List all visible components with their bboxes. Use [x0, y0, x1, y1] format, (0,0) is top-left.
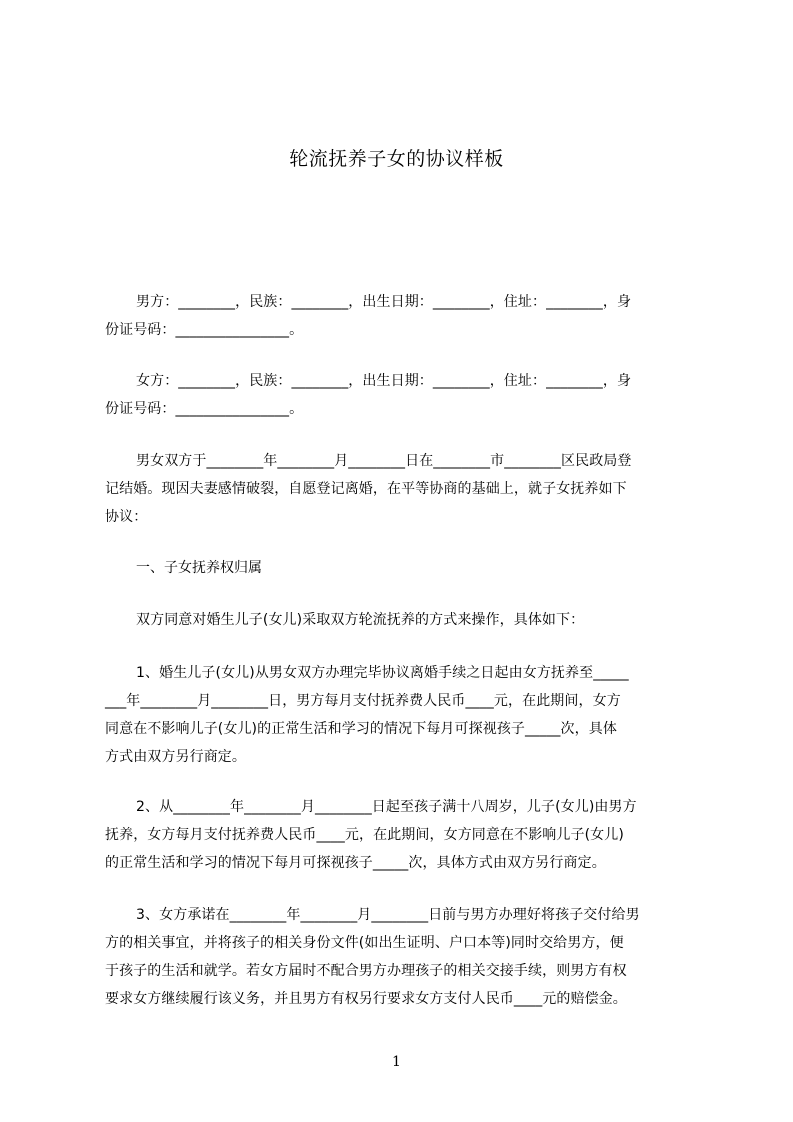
clause-3-paragraph [105, 901, 701, 1013]
text-line: 3、女方承诺在________年________月________日前与男方办理好将孩子交付给男 [136, 907, 640, 923]
text-line: 记结婚。现因夫妻感情破裂，自愿登记离婚，在平等协商的基础上，就子女抚养如下 [105, 481, 627, 497]
marriage-intro-paragraph [105, 447, 701, 531]
text-line: 1、婚生儿子(女儿)从男女双方办理完毕协议离婚手续之日起由女方抚养至_____ [136, 665, 629, 681]
text-line: 份证号码：________________。 [105, 401, 304, 417]
section-heading-custody: 一、子女抚养权归属 [136, 560, 262, 576]
clause-1-paragraph [105, 659, 701, 771]
custody-statement [105, 606, 701, 634]
text-line: 份证号码：________________。 [105, 322, 304, 338]
text-line: 要求女方继续履行该义务，并且男方有权另行要求女方支付人民币____元的赔偿金。 [105, 991, 627, 1007]
text-line: 协议： [105, 509, 148, 525]
text-line: 双方同意对婚生儿子(女儿)采取双方轮流抚养的方式来操作，具体如下： [136, 612, 585, 628]
text-line: 男方：________，民族：________，出生日期：________，住址：________，身 [136, 294, 632, 310]
text-line: 方式由双方另行商定。 [105, 749, 246, 765]
text-line: 女方：________，民族：________，出生日期：________，住址：________，身 [136, 373, 632, 389]
text-line: 抚养，女方每月支付抚养费人民币____元，在此期间，女方同意在不影响儿子(女儿) [105, 827, 624, 843]
text-line: 于孩子的生活和就学。若女方届时不配合男方办理孩子的相关交接手续，则男方有权 [105, 963, 627, 979]
document-title: 轮流抚养子女的协议样板 [289, 148, 504, 170]
text-line: 的正常生活和学习的情况下每月可探视孩子_____次，具体方式由双方另行商定。 [105, 855, 606, 871]
wife-info-paragraph [105, 367, 701, 423]
text-line: 男女双方于________年________月________日在________市________区民政局登 [136, 453, 632, 469]
text-line: ___年________月________日，男方每月支付抚养费人民币____元，在此期间，女方 [105, 693, 621, 709]
text-line: 2、从________年________月________日起至孩子满十八周岁，儿子(女儿)由男方 [136, 799, 637, 815]
husband-info-paragraph [105, 288, 701, 344]
page-number: 1 [392, 1054, 401, 1070]
clause-2-paragraph [105, 793, 701, 877]
text-line: 方的相关事宜，并将孩子的相关身份文件(如出生证明、户口本等)同时交给男方，便 [105, 935, 624, 951]
text-line: 同意在不影响儿子(女儿)的正常生活和学习的情况下每月可探视孩子_____次，具体 [105, 721, 617, 737]
